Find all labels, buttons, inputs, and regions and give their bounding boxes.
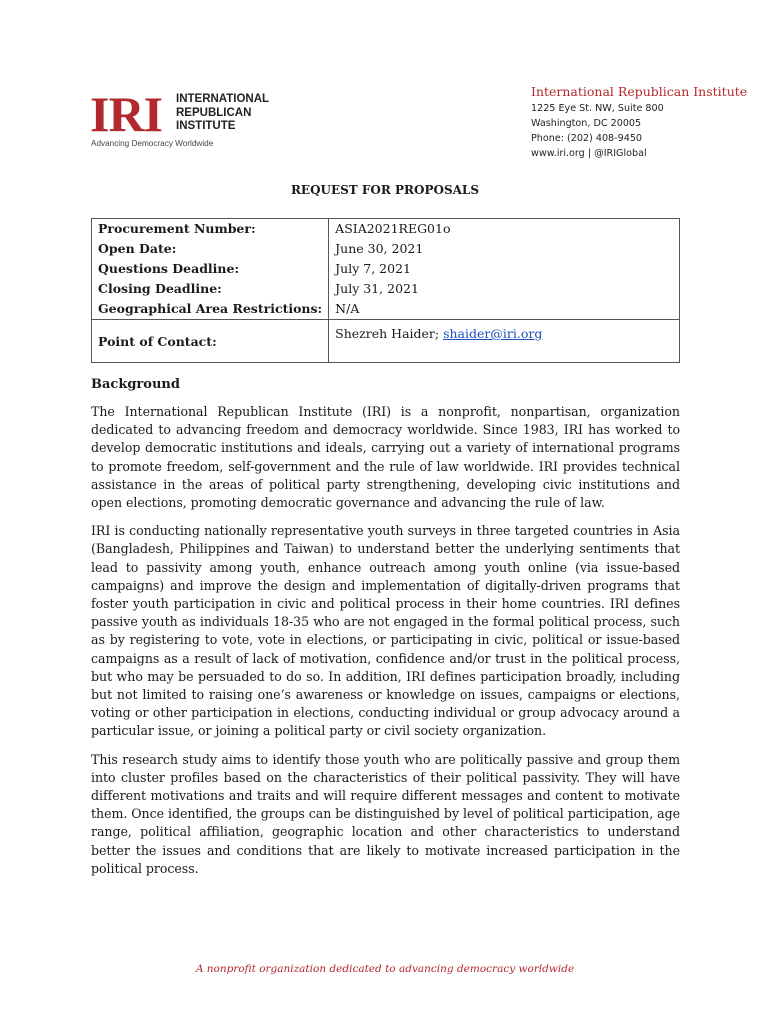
background-heading: Background — [91, 377, 180, 392]
procurement-number-label: Procurement Number: — [98, 221, 256, 236]
document-title: REQUEST FOR PROPOSALS — [290, 183, 480, 197]
info-labels-cell — [92, 219, 329, 320]
questions-deadline-value: July 7, 2021 — [335, 261, 411, 276]
closing-deadline-value: July 31, 2021 — [335, 281, 419, 296]
logo-mark: IRI — [90, 86, 163, 142]
footer-tagline: A nonprofit organization dedicated to advancing democracy worldwide — [195, 963, 575, 975]
table-row — [92, 219, 680, 320]
org-name: International Republican Institute — [531, 84, 748, 99]
web-line: www.iri.org | @IRIGlobal — [531, 148, 647, 159]
logo-line: INTERNATIONAL — [176, 93, 270, 105]
closing-deadline-label: Closing Deadline: — [98, 281, 222, 296]
logo-line: INSTITUTE — [176, 120, 236, 132]
logo-line: REPUBLICAN — [176, 106, 252, 119]
info-values-cell — [329, 219, 680, 320]
contact-email-link[interactable]: shaider@iri.org — [443, 326, 543, 341]
background-paragraph: IRI is conducting nationally representative youth surveys in three targeted countries in Asia (Bangladesh, Philippines and Taiwan) to understand better the underlying sentiments that lead to passivity among youth, enhance outreach among youth online (via issue-based campaigns) and improve the design and implementation of digitally-driven programs that foster youth participation in civic and political process in their home countries. IRI defines passive youth as individuals 18-35 who are not engaged in the formal political process, such as by registering to vote, vote in elections, or participating in civic, political or issue-based campaigns as a result of lack of motivation, confidence and/or trust in the political process, but who may be persuaded to do so. In addition, IRI defines participation broadly, including but not limited to raising one’s awareness or knowledge on issues, campaigns or elections, voting or other participation in elections, conducting individual or group advocacy around a particular issue, or joining a political party or civil society organization. — [91, 523, 680, 739]
point-of-contact-label: Point of Contact: — [92, 320, 329, 363]
contact-name: Shezreh Haider; — [335, 326, 444, 341]
questions-deadline-label: Questions Deadline: — [98, 261, 240, 276]
iri-logo — [90, 86, 290, 150]
background-paragraph: This research study aims to identify those youth who are politically passive and group them into cluster profiles based on the characteristics of their political passivity. They will have different motivations and traits and will require different messages and content to motivate them. Once identified, the groups can be distinguished by level of political participation, age range, political affiliation, geographic location and other characteristics to understand better the issues and conditions that are likely to motivate increased participation in the political process. — [91, 751, 680, 876]
table-row — [92, 320, 680, 363]
geo-restrictions-label: Geographical Area Restrictions: — [98, 301, 323, 316]
address-block — [531, 84, 747, 161]
open-date-label: Open Date: — [98, 241, 177, 256]
logo-wordmark — [176, 93, 269, 134]
address-line: Washington, DC 20005 — [531, 118, 642, 129]
point-of-contact-value — [329, 320, 680, 363]
logo-tagline: Advancing Democracy Worldwide — [91, 139, 214, 148]
phone-line: Phone: (202) 408-9450 — [531, 133, 643, 144]
address-line: 1225 Eye St. NW, Suite 800 — [531, 103, 664, 114]
background-body — [91, 403, 680, 888]
procurement-number-value: ASIA2021REG01o — [335, 221, 451, 236]
open-date-value: June 30, 2021 — [335, 241, 424, 256]
geo-restrictions-value: N/A — [335, 301, 360, 316]
rfp-info-table — [91, 218, 680, 363]
background-paragraph: The International Republican Institute (IRI) is a nonprofit, nonpartisan, organization dedicated to advancing freedom and democracy worldwide. Since 1983, IRI has worked to develop democratic institutions and ideals, carrying out a variety of international programs to promote freedom, self-government and the rule of law worldwide. IRI provides technical assistance in the areas of political party strengthening, developing civic institutions and open elections, promoting democratic governance and advancing the rule of law. — [91, 404, 680, 511]
